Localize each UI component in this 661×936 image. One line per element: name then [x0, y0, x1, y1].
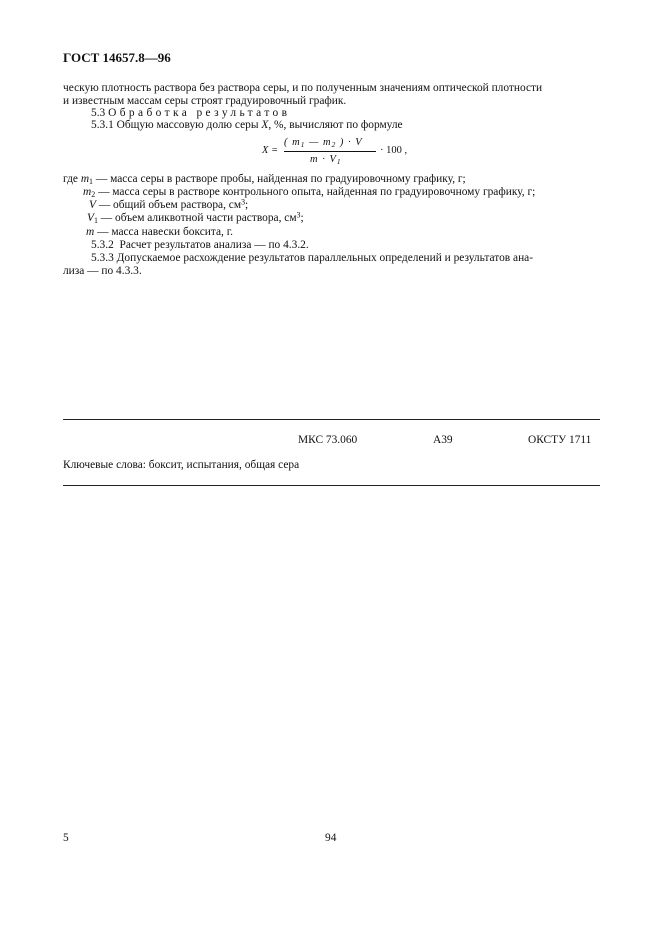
formula-numerator: ( $m_1$ — $m_2$ ) · V — [284, 137, 363, 149]
class-code: А39 — [433, 434, 453, 446]
where-item-m: m — масса навески боксита, г. — [86, 226, 233, 238]
section-text-a: Общую массовую долю серы — [116, 119, 262, 131]
keywords: Ключевые слова: боксит, испытания, общая сера — [63, 459, 300, 471]
document-header: ГОСТ 14657.8—96 — [63, 50, 171, 65]
formula-multiplier: · 100 , — [380, 145, 408, 156]
where-item-v1: $V_1$ — объем аликвотной части раствора, $см^3$; — [87, 210, 304, 225]
formula-denominator: $m \cdot V_1$ — [310, 154, 342, 166]
top-rule — [63, 419, 600, 420]
section-number: 5.3 — [91, 107, 106, 119]
okstu-code: ОКСТУ 1711 — [528, 434, 592, 446]
formula-lhs: X = — [262, 145, 279, 156]
body-line-1: ческую плотность раствора без раствора серы, и по полученным значениям оптической плотности — [63, 82, 543, 94]
section-5-3-2: 5.3.2 Расчет результатов анализа — по 4.3.2. — [91, 239, 309, 251]
section-title: Обработка результатов — [108, 107, 291, 119]
page-number-left: 5 — [63, 832, 69, 844]
section-5-3-3: 5.3.3 Допускаемое расхождение результатов параллельных определений и результатов ана- — [91, 252, 534, 264]
where-item-m1: где $m_1$ — масса серы в растворе пробы, найденная по градуировочному графику, г; — [63, 173, 466, 186]
section-5-3-1 — [91, 118, 403, 132]
section-number: 5.3.1 — [91, 119, 114, 131]
bottom-rule — [63, 485, 600, 486]
sulfur-formula — [262, 137, 412, 169]
fraction-bar — [284, 151, 376, 152]
where-item-m2: $m_2$ — масса серы в растворе контрольного опыта, найденная по градуировочному графику, г; — [83, 186, 536, 199]
mks-code: МКС 73.060 — [298, 434, 358, 446]
where-item-v: V — общий объем раствора, $см^3$; — [89, 197, 249, 211]
section-5-3-3-cont: лиза — по 4.3.3. — [63, 265, 142, 277]
var-x: X — [261, 119, 269, 131]
body-line-2: и известным массам серы строят градуировочный график. — [63, 95, 347, 107]
section-text-b: , %, вычисляют по формуле — [268, 119, 403, 131]
page-number-center: 94 — [325, 832, 337, 844]
